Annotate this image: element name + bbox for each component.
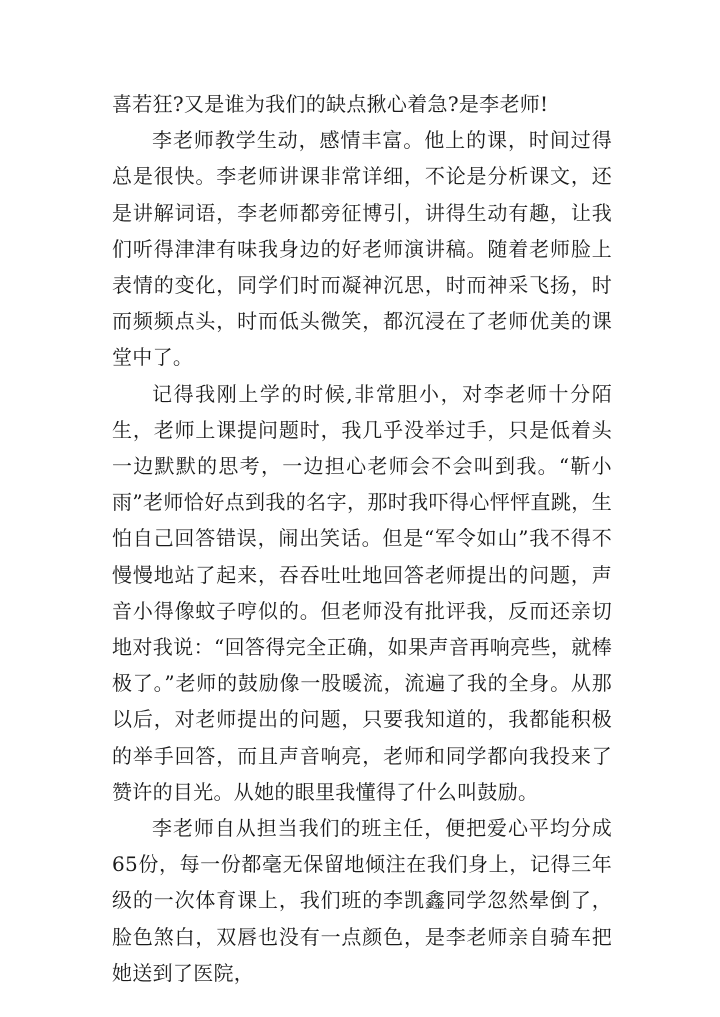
paragraph-teaching: 李老师教学生动，感情丰富。他上的课，时间过得总是很快。李老师讲课非常详细，不论是分析课文，还是讲解词语，李老师都旁征博引，讲得生动有趣，让我们听得津津有味我身边的好老师演讲稿。随着老师脸上表情的变化，同学们时而凝神沉思，时而神采飞扬，时而频频点头，时而低头微笑，都沉浸在了老师优美的课堂中了。 bbox=[112, 128, 612, 370]
paragraph-continuation: 喜若狂?又是谁为我们的缺点揪心着急?是李老师! bbox=[112, 92, 549, 116]
paragraph-care: 李老师自从担当我们的班主任，便把爱心平均分成65份，每一份都毫无保留地倾注在我们身上，记得三年级的一次体育课上，我们班的李凯鑫同学忽然晕倒了，脸色煞白，双唇也没有一点颜色，是李老师亲自骑车把她送到了医院， bbox=[112, 816, 612, 985]
document-body bbox=[112, 86, 612, 991]
paragraph-encouragement: 记得我刚上学的时候,非常胆小，对李老师十分陌生，老师上课提问题时，我几乎没举过手，只是低着头一边默默的思考，一边担心老师会不会叫到我。“靳小雨”老师恰好点到我的名字，那时我吓得心怦怦直跳，生怕自己回答错误，闹出笑话。但是“军令如山”我不得不慢慢地站了起来，吞吞吐吐地回答老师提出的问题，声音小得像蚊子哼似的。但老师没有批评我，反而还亲切地对我说：“回答得完全正确，如果声音再响亮些，就棒极了。”老师的鼓励像一股暖流，流遍了我的全身。从那以后，对老师提出的问题，只要我知道的，我都能积极的举手回答，而且声音响亮，老师和同学都向我投来了赞许的目光。从她的眼里我懂得了什么叫鼓励。 bbox=[112, 381, 612, 804]
